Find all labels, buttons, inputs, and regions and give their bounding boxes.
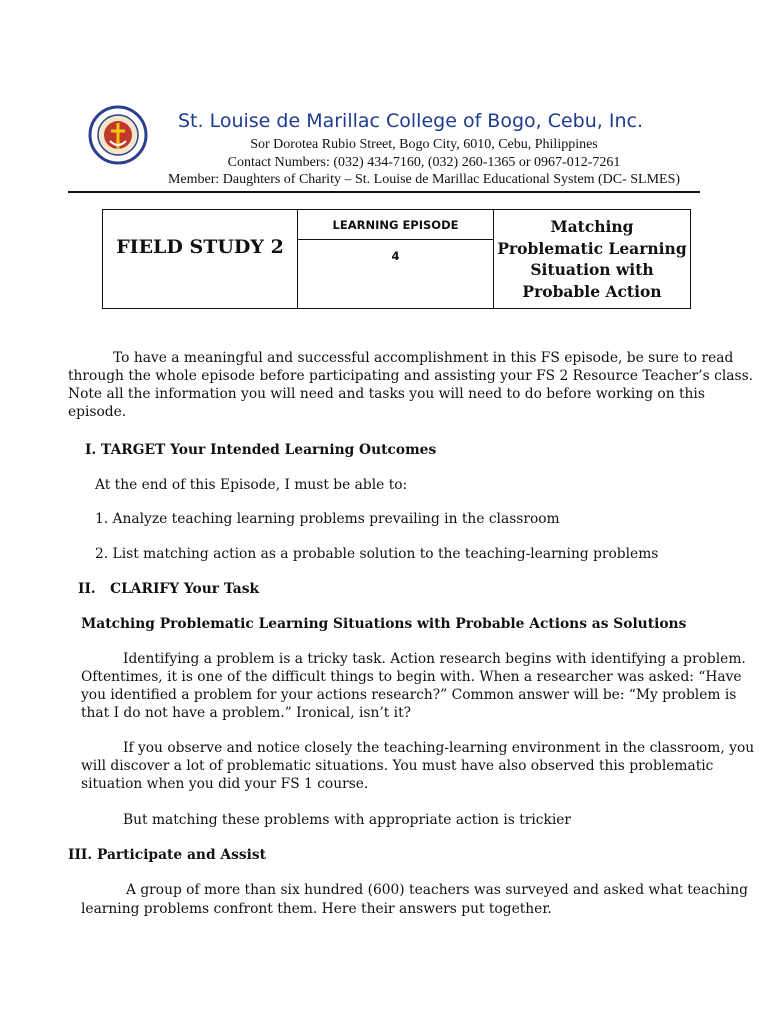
intro-line: To have a meaningful and successful accomplishment in this FS episode, be sure to read	[113, 350, 734, 366]
paragraph-line: learning problems confront them. Here their answers put together.	[81, 901, 552, 917]
intro-line: episode.	[68, 404, 127, 420]
header-divider	[68, 191, 700, 193]
section-heading-target: I. TARGET Your Intended Learning Outcomes	[85, 442, 437, 458]
paragraph-line: situation when you did your FS 1 course.	[81, 776, 369, 792]
episode-title-line: Probable Action	[522, 281, 662, 301]
section-heading-clarify: II. CLARIFY Your Task	[78, 581, 260, 597]
paragraph-line: But matching these problems with appropriate action is trickier	[123, 812, 572, 828]
episode-title	[494, 210, 691, 309]
learning-episode-label: LEARNING EPISODE	[298, 210, 494, 240]
section-heading-participate: III. Participate and Assist	[68, 847, 267, 863]
paragraph-line: that I do not have a problem.” Ironical, isn’t it?	[81, 705, 412, 721]
episode-title-line: Matching	[550, 217, 634, 236]
outcome-item: 1. Analyze teaching learning problems prevailing in the classroom	[95, 511, 560, 527]
paragraph-line: A group of more than six hundred (600) teachers was surveyed and asked what teaching	[126, 882, 748, 898]
college-membership: Member: Daughters of Charity – St. Louise de Marillac Educational System (DC- SLMES)	[167, 172, 681, 187]
college-address: Sor Dorotea Rubio Street, Bogo City, 6010, Cebu, Philippines	[250, 137, 598, 152]
learning-episode-number: 4	[298, 240, 494, 309]
field-study-title: FIELD STUDY 2	[103, 210, 298, 309]
college-contact: Contact Numbers: (032) 434-7160, (032) 260-1365 or 0967-012-7261	[227, 155, 621, 170]
intro-line: Note all the information you will need and tasks you will need to do before working on this	[68, 386, 705, 402]
college-name: St. Louise de Marillac College of Bogo, Cebu, Inc.	[178, 110, 643, 132]
paragraph-line: Identifying a problem is a tricky task. Action research begins with identifying a problem.	[123, 651, 746, 667]
intro-line: through the whole episode before participating and assisting your FS 2 Resource Teacher’s class.	[68, 368, 754, 384]
outcomes-lead: At the end of this Episode, I must be able to:	[95, 477, 408, 493]
paragraph-line: will discover a lot of problematic situations. You must have also observed this problematic	[81, 758, 714, 774]
outcome-item: 2. List matching action as a probable solution to the teaching-learning problems	[95, 546, 659, 562]
paragraph-line: Oftentimes, it is one of the difficult things to begin with. When a researcher was asked: “Have	[81, 669, 742, 685]
episode-title-line: Situation with	[530, 260, 654, 279]
episode-title-line: Problematic Learning	[497, 238, 687, 258]
paragraph-line: If you observe and notice closely the teaching-learning environment in the classroom, you	[123, 740, 755, 756]
clarify-subheading: Matching Problematic Learning Situations with Probable Actions as Solutions	[81, 616, 687, 632]
paragraph-line: you identified a problem for your actions research?” Common answer will be: “My problem is	[81, 687, 737, 703]
episode-info-table	[102, 209, 691, 309]
